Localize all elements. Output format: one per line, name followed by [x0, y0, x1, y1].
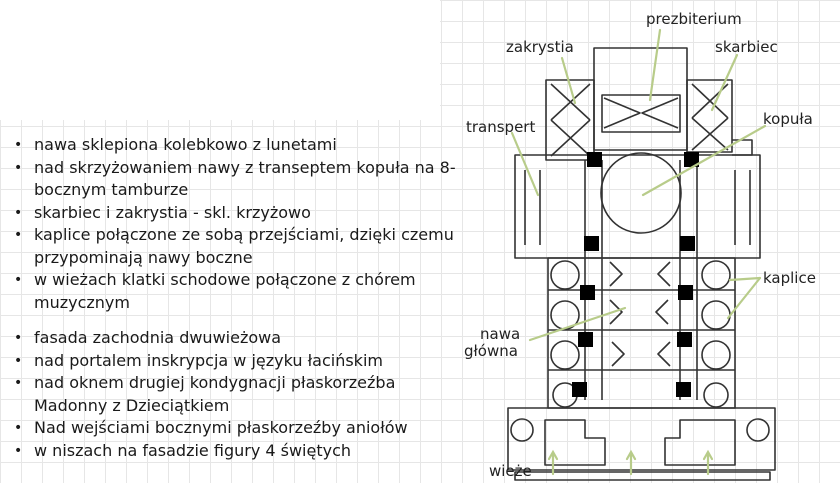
notes-group-facade	[14, 327, 464, 462]
chapel-circle	[702, 261, 730, 289]
note-item	[14, 440, 464, 463]
pier	[680, 236, 695, 251]
left-tower-stair	[511, 419, 533, 441]
pier	[580, 285, 595, 300]
notes-list	[14, 134, 464, 475]
note-item	[14, 202, 464, 225]
pier	[678, 285, 693, 300]
church-floor-plan	[455, 0, 840, 483]
presbytery-vault	[602, 95, 680, 132]
transept-arms	[525, 170, 750, 245]
chapel-circle	[551, 261, 579, 289]
right-entrance-block	[665, 420, 735, 465]
chapel-circle	[702, 341, 730, 369]
note-text: w niszach na fasadzie figury 4 świętych	[34, 440, 352, 460]
label-nawa: nawa	[480, 325, 521, 343]
label-kaplice: kaplice	[763, 269, 816, 287]
note-item	[14, 269, 464, 314]
note-text: w wieżach klatki schodowe połączone z chórem muzycznym	[34, 270, 416, 312]
label-zakrystia: zakrystia	[506, 38, 574, 56]
note-item	[14, 134, 464, 157]
chapel-circle	[702, 301, 730, 329]
pier	[587, 152, 602, 167]
chapel-circle	[551, 341, 579, 369]
note-item	[14, 157, 464, 202]
pier	[677, 332, 692, 347]
nave-walls	[585, 160, 697, 400]
bay-lines	[548, 290, 735, 370]
bullet-icon: •	[14, 272, 23, 288]
pier	[572, 382, 587, 397]
note-item	[14, 372, 464, 417]
note-text: nad oknem drugiej kondygnacji płaskorzeźba Madonny z Dzieciątkiem	[34, 373, 396, 415]
notes-group-interior	[14, 134, 464, 314]
sacristy-outline	[546, 80, 594, 160]
bullet-icon: •	[14, 330, 23, 346]
note-item	[14, 224, 464, 269]
blank-area	[0, 0, 440, 120]
chapel-circle	[704, 383, 728, 407]
bullet-icon: •	[14, 204, 23, 221]
sacristy-cross-vault	[551, 84, 590, 156]
lunette-marks	[610, 262, 670, 366]
note-text: skarbiec i zakrystia - skl. krzyżowo	[34, 202, 311, 222]
label-glowna: główna	[464, 342, 518, 360]
label-kopula: kopuła	[763, 110, 813, 128]
note-text: Nad wejściami bocznymi płaskorzeźby aniołów	[34, 418, 408, 437]
bullet-icon: •	[14, 375, 23, 391]
note-item	[14, 417, 464, 440]
note-text: fasada zachodnia dwuwieżowa	[34, 328, 282, 347]
right-tower-stair	[747, 419, 769, 441]
bullet-icon: •	[14, 227, 23, 243]
note-text: kaplice połączone ze sobą przejściami, dzięki czemu przypominają nawy boczne	[34, 225, 454, 267]
transept-outline	[515, 155, 760, 258]
bullet-icon: •	[14, 159, 23, 176]
note-text: nawa sklepiona kolebkowo z lunetami	[34, 135, 337, 154]
bullet-icon: •	[14, 137, 23, 153]
dome	[601, 153, 681, 233]
label-transept: transpert	[466, 118, 536, 136]
label-prezbiterium: prezbiterium	[646, 10, 742, 28]
pier	[578, 332, 593, 347]
bullet-icon: •	[14, 352, 23, 369]
presbytery-vault-lines	[604, 98, 678, 128]
note-item	[14, 350, 464, 373]
pier	[584, 236, 599, 251]
pier	[676, 382, 691, 397]
label-skarbiec: skarbiec	[715, 38, 778, 56]
label-wieze: wieże	[489, 462, 532, 480]
note-text: nad portalem inskrypcja w języku łacińskim	[34, 350, 383, 370]
note-item	[14, 327, 464, 350]
bullet-icon: •	[14, 420, 23, 436]
note-text: nad skrzyżowaniem nawy z transeptem kopuła na 8-bocznym tamburze	[34, 157, 456, 199]
bullet-icon: •	[14, 442, 23, 459]
treasury-cross-vault	[692, 84, 728, 150]
